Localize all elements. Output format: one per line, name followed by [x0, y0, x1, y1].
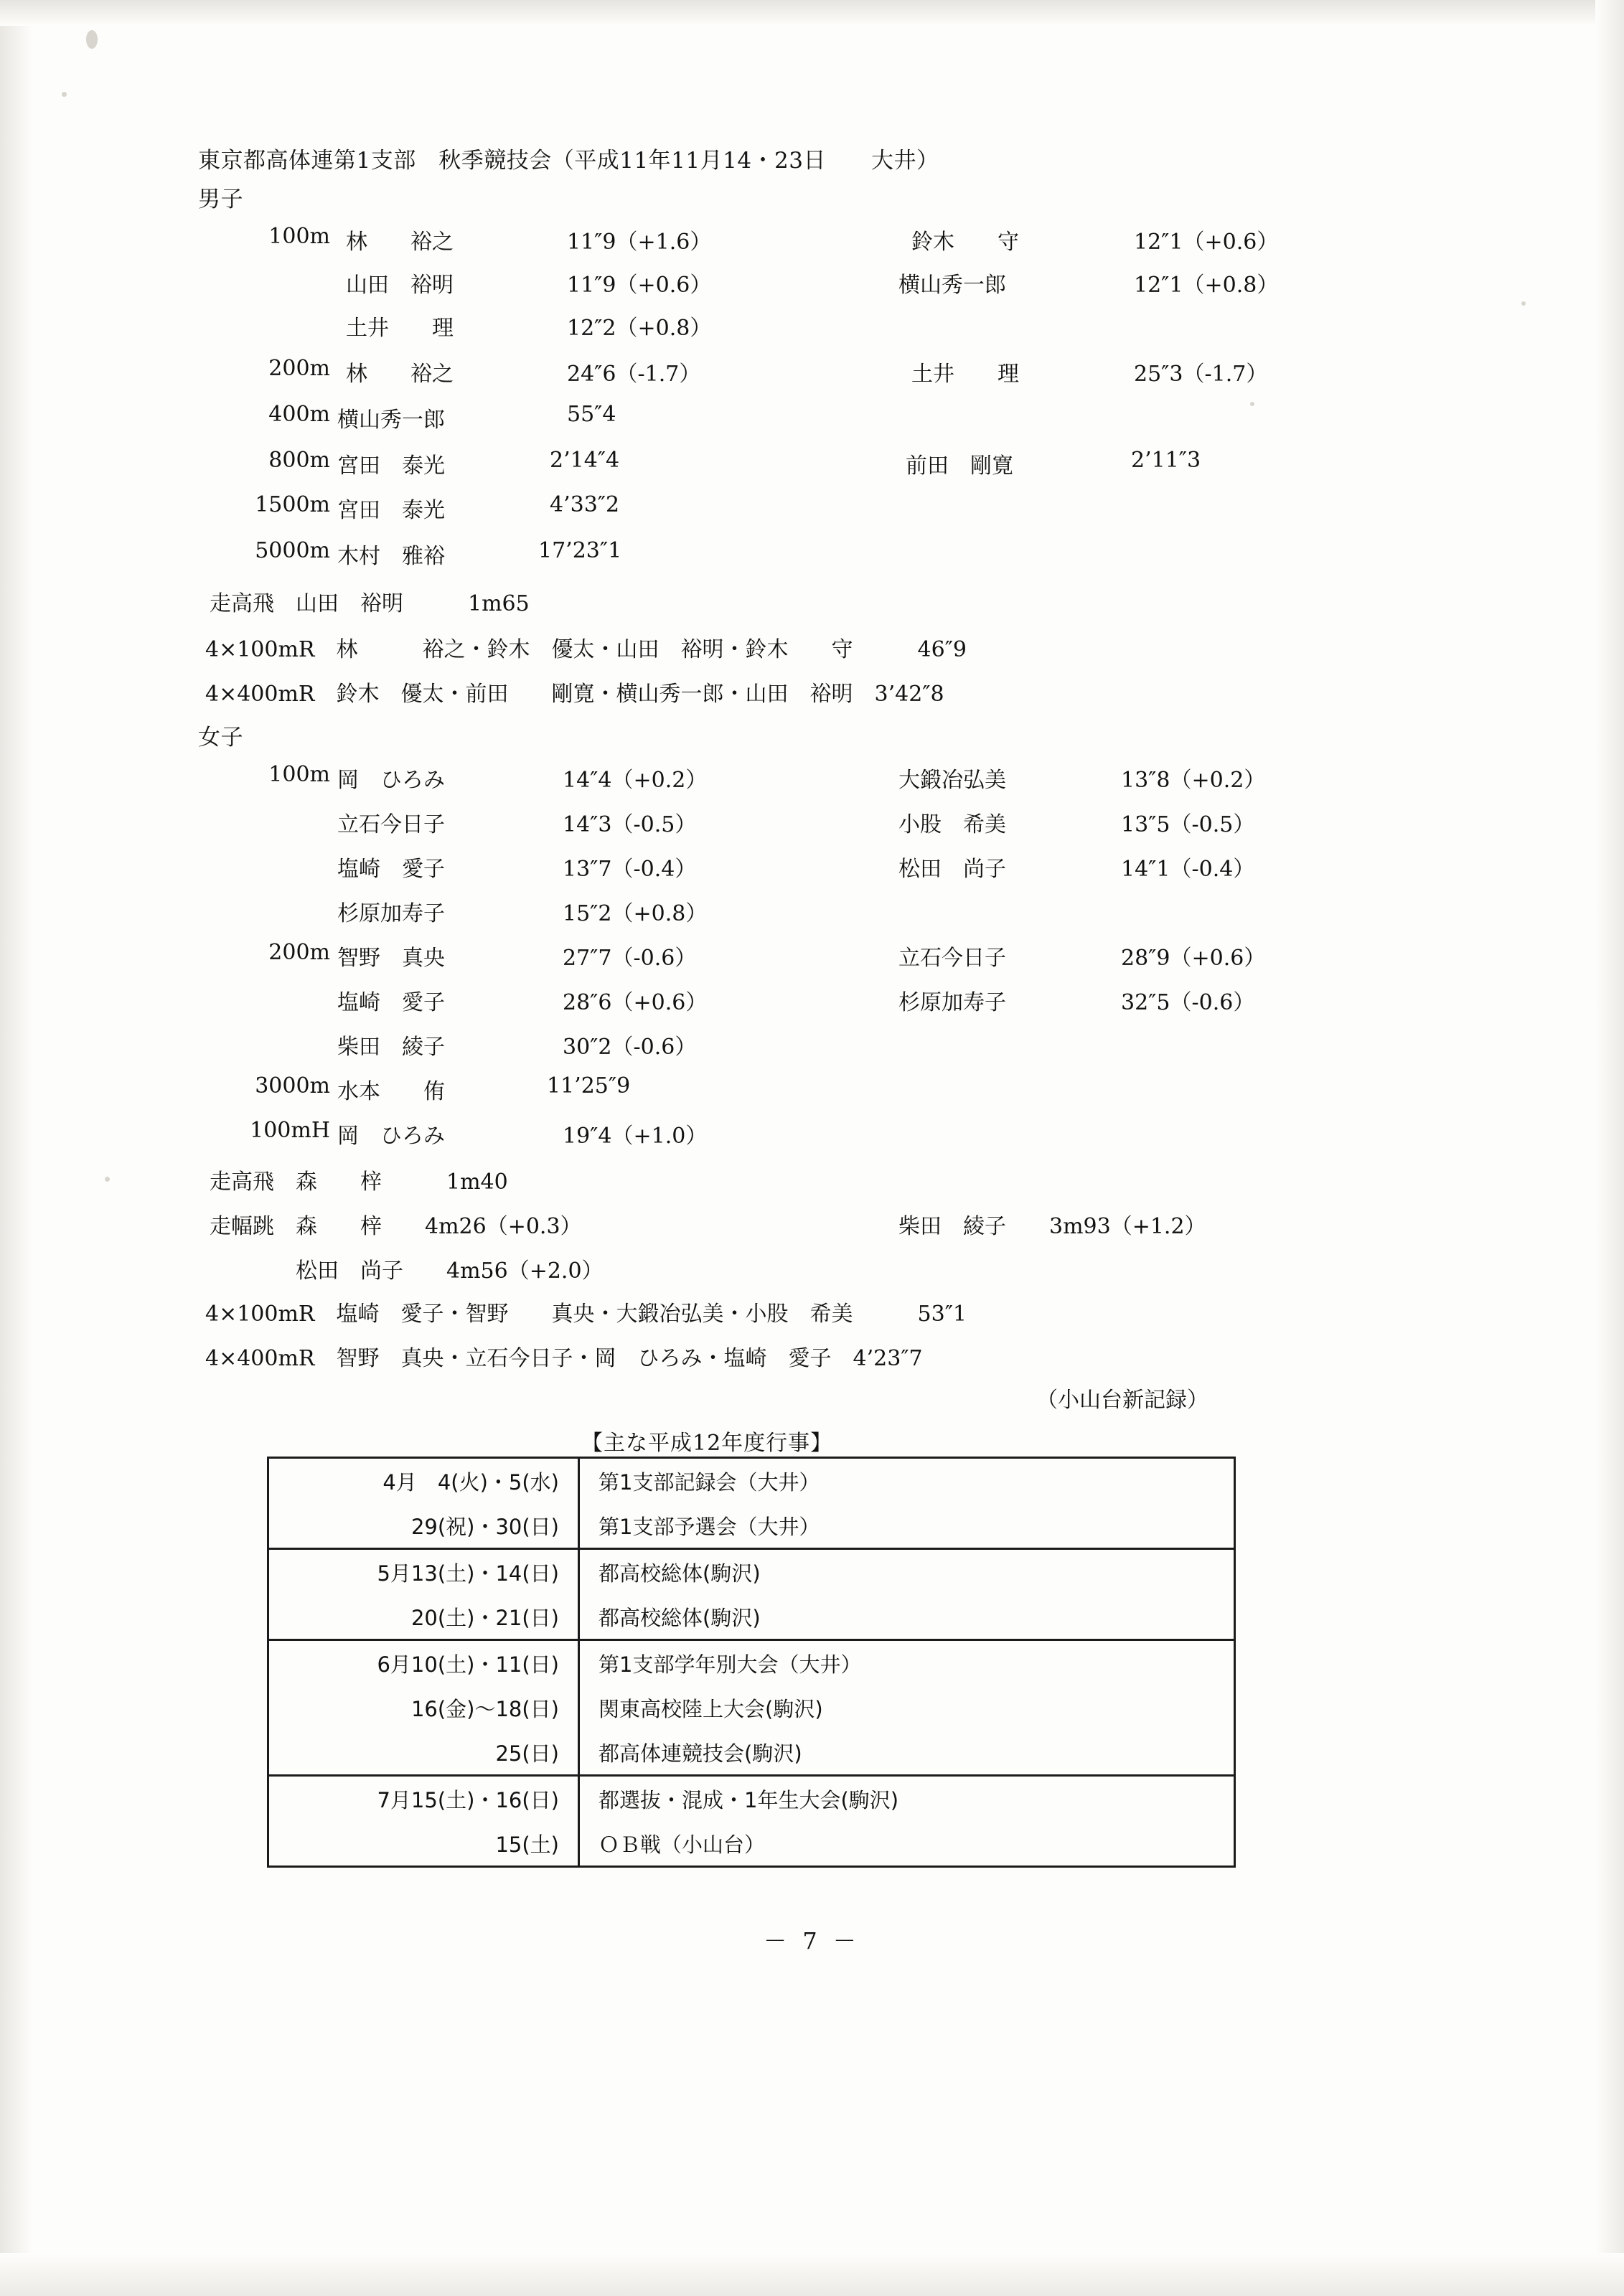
result-value: 13″7（-0.4） — [563, 857, 697, 882]
athlete-name: 立石今日子 — [337, 812, 445, 837]
page-number: － 7 － — [764, 1927, 860, 1954]
event-label: 100m — [268, 762, 330, 787]
event-label: 100m — [268, 224, 330, 249]
schedule-table — [267, 1457, 1236, 1868]
schedule-event: 都高体連競技会(駒沢) — [599, 1741, 802, 1766]
event-line-long-jump-extra: 松田 尚子 4m56（+2.0） — [210, 1258, 604, 1284]
new-record-note: （小山台新記録） — [1036, 1388, 1208, 1413]
schedule-date: 16(金)〜18(日) — [268, 1685, 579, 1730]
result-value: 2’11″3 — [1131, 448, 1201, 473]
result-value: 55″4 — [567, 402, 616, 427]
athlete-name: 山田 裕明 — [346, 273, 454, 298]
athlete-name: 林 裕之 — [346, 230, 454, 255]
schedule-title: 【主な平成12年度行事】 — [581, 1431, 833, 1456]
athlete-name: 岡 ひろみ — [337, 768, 445, 793]
table-row — [268, 1640, 1235, 1686]
athlete-name: 林 裕之 — [346, 362, 454, 387]
long-jump-second-result: 柴田 綾子 3m93（+1.2） — [898, 1214, 1206, 1239]
athlete-name: 智野 真央 — [337, 946, 445, 971]
document-title: 東京都高体連第1支部 秋季競技会（平成11年11月14・23日 大井） — [198, 148, 939, 174]
event-line-relay-4x400: 4×400mR 智野 真央・立石今日子・岡 ひろみ・塩崎 愛子 4’23″7 — [205, 1346, 923, 1371]
table-row — [268, 1458, 1235, 1504]
athlete-name: 立石今日子 — [898, 946, 1006, 971]
table-row — [268, 1730, 1235, 1776]
athlete-name: 横山秀一郎 — [337, 408, 445, 433]
athlete-name: 松田 尚子 — [898, 857, 1006, 882]
result-value: 27″7（-0.6） — [563, 946, 697, 971]
table-row — [268, 1549, 1235, 1595]
athlete-name: 大鍛冶弘美 — [898, 768, 1006, 793]
result-value: 14″1（-0.4） — [1121, 857, 1255, 882]
event-line-long-jump: 走幅跳 森 梓 4m26（+0.3） — [210, 1214, 582, 1239]
result-value: 13″8（+0.2） — [1121, 768, 1266, 793]
event-label: 1500m — [255, 492, 330, 517]
table-row — [268, 1685, 1235, 1730]
result-value: 11″9（+1.6） — [567, 230, 712, 255]
athlete-name: 小股 希美 — [898, 812, 1006, 837]
athlete-name: 横山秀一郎 — [898, 273, 1006, 298]
result-value: 14″4（+0.2） — [563, 768, 708, 793]
schedule-event: 第1支部予選会（大井） — [599, 1514, 820, 1539]
schedule-event: 都高校総体(駒沢) — [599, 1605, 761, 1630]
schedule-date: 25(日) — [268, 1730, 579, 1776]
result-value: 2’14″4 — [550, 448, 620, 473]
athlete-name: 鈴木 守 — [911, 230, 1019, 255]
athlete-name: 塩崎 愛子 — [337, 990, 445, 1015]
event-line-high-jump: 走高飛 山田 裕明 1m65 — [210, 591, 530, 616]
section-heading-women: 女子 — [198, 725, 243, 751]
result-value: 24″6（-1.7） — [567, 362, 701, 387]
section-heading-men: 男子 — [198, 187, 243, 212]
table-row — [268, 1594, 1235, 1640]
event-label: 800m — [268, 448, 330, 473]
schedule-event: 都高校総体(駒沢) — [579, 1549, 1235, 1595]
schedule-date: 20(土)・21(日) — [268, 1594, 579, 1640]
result-value: 14″3（-0.5） — [563, 812, 697, 837]
athlete-name: 水本 侑 — [337, 1079, 445, 1104]
athlete-name: 塩崎 愛子 — [337, 857, 445, 882]
event-line-relay-4x100: 4×100mR 塩崎 愛子・智野 真央・大鍛冶弘美・小股 希美 53″1 — [205, 1302, 967, 1327]
result-value: 32″5（-0.6） — [1121, 990, 1255, 1015]
schedule-event: 都選抜・混成・1年生大会(駒沢) — [579, 1776, 1235, 1822]
result-value: 19″4（+1.0） — [563, 1124, 708, 1149]
event-label: 5000m — [255, 538, 330, 563]
result-value: 28″9（+0.6） — [1121, 946, 1266, 971]
schedule-event: 関東高校陸上大会(駒沢) — [599, 1696, 823, 1721]
schedule-date: 5月13(土)・14(日) — [268, 1549, 579, 1595]
result-value: 11’25″9 — [547, 1073, 631, 1098]
athlete-name: 杉原加寿子 — [337, 901, 445, 926]
schedule-date: 6月10(土)・11(日) — [268, 1640, 579, 1686]
athlete-name: 柴田 綾子 — [337, 1035, 445, 1060]
result-value: 12″1（+0.8） — [1134, 273, 1279, 298]
schedule-event: ＯＢ戦（小山台） — [599, 1832, 766, 1857]
event-label: 200m — [268, 940, 330, 965]
event-label: 100mH — [250, 1118, 330, 1143]
schedule-date: 4月 4(火)・5(水) — [268, 1458, 579, 1504]
event-line-relay-4x100: 4×100mR 林 裕之・鈴木 優太・山田 裕明・鈴木 守 46″9 — [205, 637, 967, 662]
table-row — [268, 1503, 1235, 1549]
schedule-date: 29(祝)・30(日) — [268, 1503, 579, 1549]
table-row — [268, 1776, 1235, 1822]
event-line-high-jump: 走高飛 森 梓 1m40 — [210, 1170, 508, 1195]
result-value: 12″1（+0.6） — [1134, 230, 1279, 255]
event-label: 400m — [268, 402, 330, 427]
athlete-name: 岡 ひろみ — [337, 1124, 445, 1149]
athlete-name: 木村 雅裕 — [337, 544, 445, 569]
event-label: 3000m — [255, 1073, 330, 1098]
athlete-name: 土井 理 — [346, 316, 454, 341]
result-value: 11″9（+0.6） — [567, 273, 712, 298]
schedule-date: 15(土) — [268, 1821, 579, 1867]
result-value: 12″2（+0.8） — [567, 316, 712, 341]
athlete-name: 宮田 泰光 — [337, 498, 445, 523]
event-label: 200m — [268, 356, 330, 381]
athlete-name: 宮田 泰光 — [337, 453, 445, 479]
athlete-name: 前田 剛寛 — [906, 453, 1013, 479]
result-value: 4’33″2 — [550, 492, 620, 517]
schedule-date: 7月15(土)・16(日) — [268, 1776, 579, 1822]
schedule-event: 第1支部学年別大会（大井） — [579, 1640, 1235, 1686]
athlete-name: 杉原加寿子 — [898, 990, 1006, 1015]
result-value: 13″5（-0.5） — [1121, 812, 1255, 837]
result-value: 15″2（+0.8） — [563, 901, 708, 926]
table-row — [268, 1821, 1235, 1867]
schedule-event: 第1支部記録会（大井） — [599, 1469, 820, 1495]
result-value: 25″3（-1.7） — [1134, 362, 1268, 387]
result-value: 28″6（+0.6） — [563, 990, 708, 1015]
result-value: 17’23″1 — [538, 538, 622, 563]
event-line-relay-4x400: 4×400mR 鈴木 優太・前田 剛寛・横山秀一郎・山田 裕明 3’42″8 — [205, 682, 944, 707]
result-value: 30″2（-0.6） — [563, 1035, 697, 1060]
athlete-name: 土井 理 — [911, 362, 1019, 387]
